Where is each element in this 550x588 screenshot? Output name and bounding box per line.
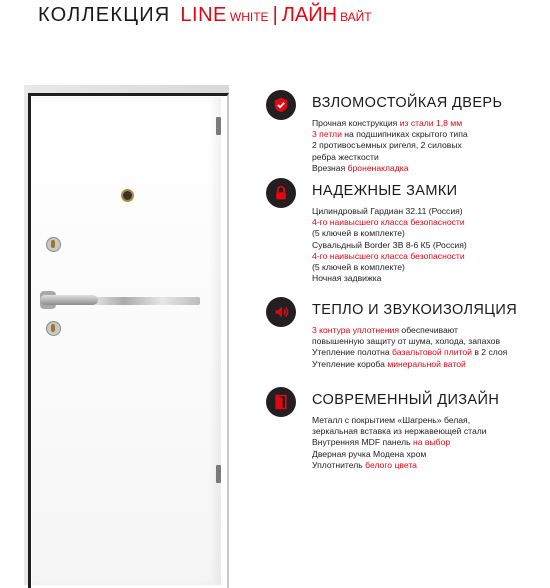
door-hinge [216, 117, 221, 135]
highlight-text: из стали 1,8 мм [399, 118, 463, 128]
description-line [312, 273, 467, 284]
highlight-text: 4-го наивысшего класса безопасности [312, 217, 465, 228]
feature-modern-design [266, 387, 550, 482]
feature-description [312, 325, 507, 370]
description-line [312, 206, 467, 217]
description-line [312, 152, 468, 163]
door-leaf [32, 97, 221, 585]
description-line [312, 426, 487, 437]
highlight-text: 3 контура уплотнения [312, 325, 400, 335]
peephole [121, 189, 134, 202]
upper-lock-cylinder [46, 237, 61, 252]
description-text: 2 противосъемных ригеля, 2 силовых [312, 140, 462, 151]
description-line [312, 325, 507, 336]
header-separator: | [272, 4, 278, 26]
highlight-text: на выбор [413, 437, 451, 448]
description-text: Металл с покрытием «Шагрень» белая, [312, 415, 471, 425]
description-text: Цилиндровый Гардиан 32.11 (Россия) [312, 206, 463, 216]
collection-name-ru-suffix: ВАЙТ [340, 10, 372, 24]
description-line [312, 437, 487, 448]
description-line [312, 163, 468, 174]
highlight-text: броненакладка [347, 162, 409, 173]
door-handle [40, 295, 98, 305]
description-line [312, 251, 467, 262]
page-header [38, 4, 372, 36]
feature-title: ВЗЛОМОСТОЙКАЯ ДВЕРЬ [312, 95, 503, 111]
description-text: Врезная [312, 162, 348, 173]
door-icon [266, 387, 296, 417]
description-text: Утепление короба [312, 358, 388, 369]
collection-name-ru: ЛАЙН [281, 4, 338, 26]
description-text: Утепление полотна [312, 347, 393, 358]
collection-name-en: LINE [180, 4, 227, 26]
collection-label: КОЛЛЕКЦИЯ [38, 4, 171, 26]
door-image [0, 55, 250, 550]
description-text: Уплотнитель [312, 459, 366, 470]
description-line [312, 449, 487, 460]
description-text: на подшипниках скрытого типа [341, 129, 468, 140]
description-line [312, 118, 468, 129]
collection-name-en-suffix: WHITE [229, 10, 269, 24]
description-line [312, 228, 467, 239]
description-line [312, 359, 507, 370]
feature-burglar-resistant [266, 90, 550, 180]
description-text: в 2 слоя [471, 347, 508, 358]
description-text: Прочная конструкция [312, 118, 400, 128]
description-text: Дверная ручка Модена хром [312, 448, 427, 459]
description-line [312, 240, 467, 251]
description-text: обеспечивают [399, 325, 458, 335]
description-line [312, 262, 467, 273]
feature-description [312, 415, 487, 471]
door-hinge [216, 465, 221, 483]
description-line [312, 129, 468, 140]
description-text: повышенную защиту от шума, холода, запахов [312, 336, 501, 347]
description-line [312, 460, 487, 471]
lock-icon [266, 178, 296, 208]
description-text: ребра жесткости [312, 151, 379, 162]
feature-description [312, 206, 467, 284]
description-text: Ночная задвижка [312, 273, 382, 284]
description-line [312, 336, 507, 347]
description-text: зеркальная вставка из нержавеющей стали [312, 426, 487, 437]
description-line [312, 140, 468, 151]
shield-check-icon [266, 90, 296, 120]
feature-title: ТЕПЛО И ЗВУКОИЗОЛЯЦИЯ [312, 302, 518, 318]
description-text: (5 ключей в комплекте) [312, 262, 405, 273]
highlight-text: минеральной ватой [387, 358, 466, 369]
feature-title: НАДЕЖНЫЕ ЗАМКИ [312, 183, 458, 199]
sound-insulation-icon [266, 297, 296, 327]
description-text: Сувальдный Border ЗВ 8-6 К5 (Россия) [312, 239, 467, 250]
lower-lock-cylinder [46, 321, 61, 336]
feature-reliable-locks [266, 178, 550, 288]
description-line [312, 217, 467, 228]
highlight-text: базальтовой плитой [392, 347, 472, 358]
highlight-text: белого цвета [365, 459, 417, 470]
description-text: Внутренняя MDF панель [312, 437, 414, 448]
description-line [312, 415, 487, 426]
description-line [312, 347, 507, 358]
description-text: (5 ключей в комплекте) [312, 228, 405, 239]
feature-title: СОВРЕМЕННЫЙ ДИЗАЙН [312, 392, 500, 408]
highlight-text: 3 петли [312, 129, 342, 140]
feature-description [312, 118, 468, 174]
feature-insulation [266, 297, 550, 377]
highlight-text: 4-го наивысшего класса безопасности [312, 250, 465, 261]
